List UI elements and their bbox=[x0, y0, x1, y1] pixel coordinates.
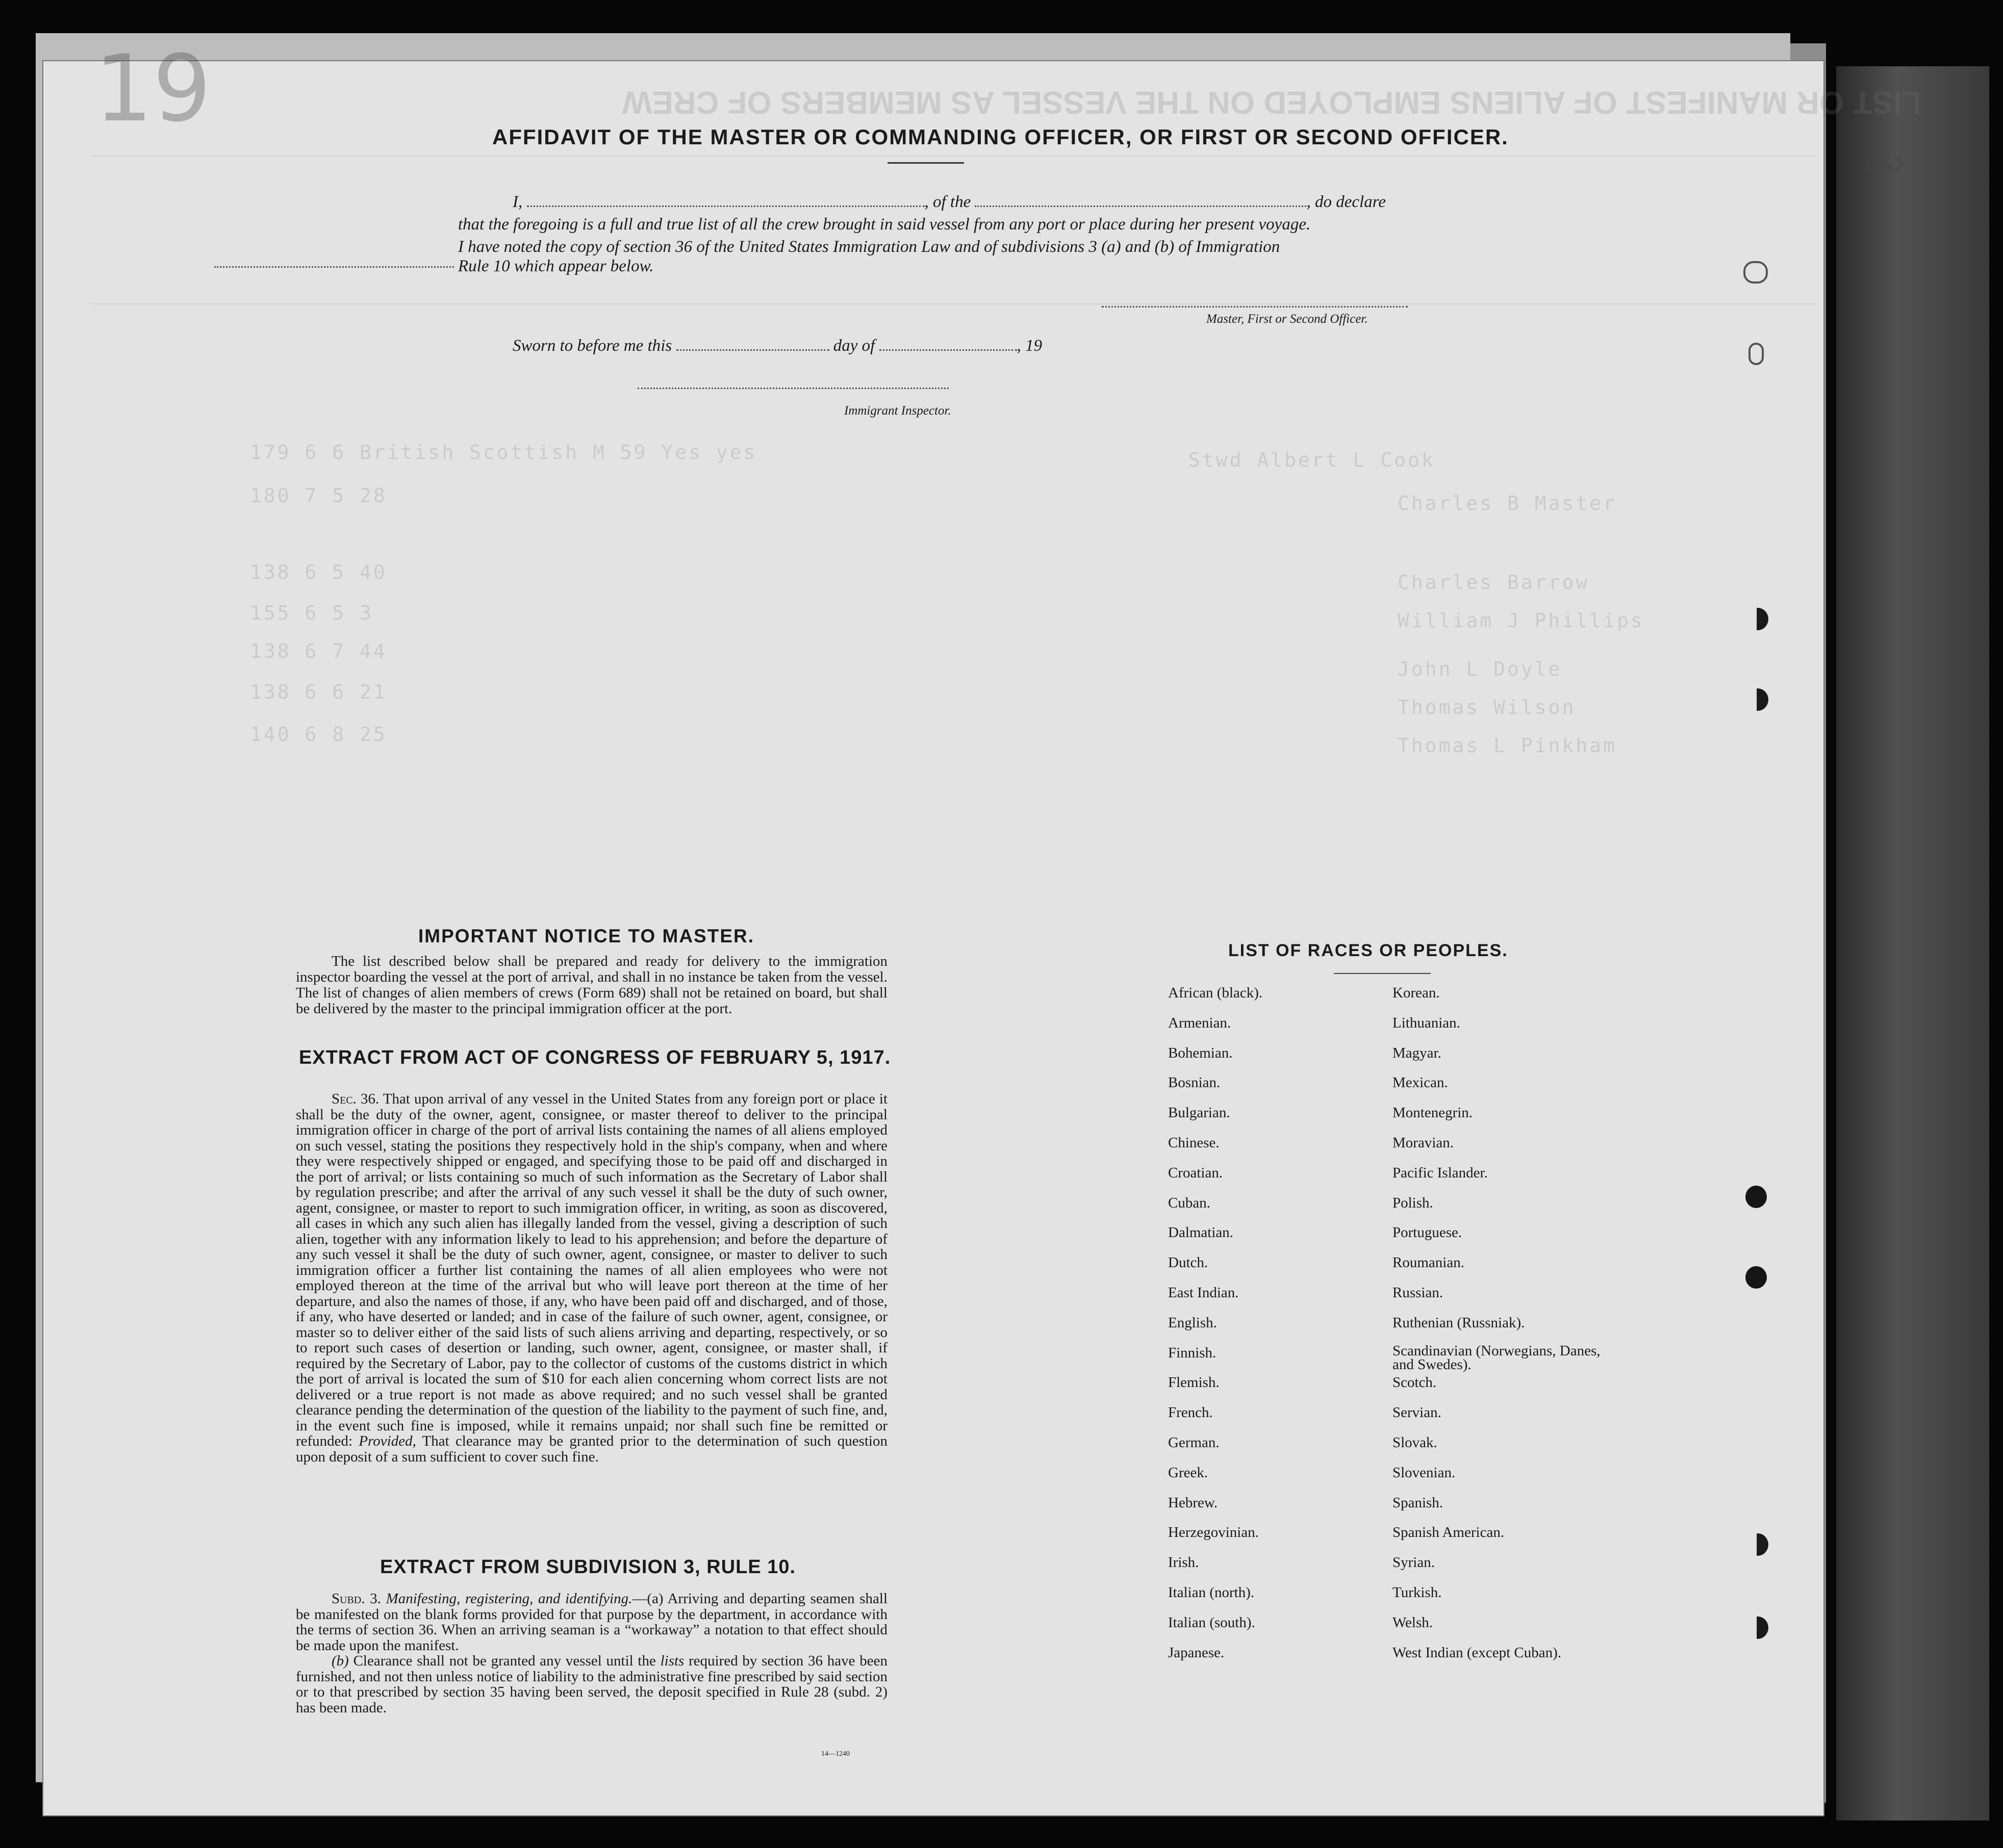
race-entry: Japanese. bbox=[1168, 1644, 1225, 1661]
affidavit-line-3: I have noted the copy of section 36 of the United States Immigration Law and of subdivisions 3 (a) and (b) of Immigration bbox=[458, 238, 1280, 256]
subd-b-label: (b) bbox=[332, 1653, 349, 1669]
race-entry: Hebrew. bbox=[1168, 1494, 1218, 1511]
race-entry: Irish. bbox=[1168, 1554, 1199, 1571]
bleed-through-row: Thomas L Pinkham bbox=[1398, 734, 1617, 757]
race-entry: Herzegovinian. bbox=[1168, 1524, 1259, 1541]
name-blank bbox=[527, 206, 925, 207]
races-column-1 bbox=[1168, 984, 1262, 1674]
bleed-through-row: Stwd Albert L Cook bbox=[1188, 449, 1435, 471]
binder-hole bbox=[1745, 1186, 1767, 1208]
race-entry: Dutch. bbox=[1168, 1254, 1208, 1271]
subdivision-3-text bbox=[296, 1591, 888, 1715]
subd-heading: Manifesting, registering, and identifying. bbox=[386, 1590, 632, 1607]
race-entry: Mexican. bbox=[1392, 1074, 1448, 1091]
bleed-through-row: 138 6 6 21 bbox=[250, 681, 387, 703]
race-entry: Turkish. bbox=[1392, 1584, 1442, 1601]
title-rule bbox=[888, 162, 964, 164]
race-entry: Italian (south). bbox=[1168, 1614, 1255, 1631]
pencil-mark: ∾ bbox=[1862, 130, 1909, 195]
bleed-through-row: 155 6 5 3 bbox=[250, 602, 373, 624]
race-entry: Servian. bbox=[1392, 1404, 1441, 1421]
race-entry: East Indian. bbox=[1168, 1284, 1239, 1301]
subd-para-a: —(a) Arriving and departing seamen shall be manifested on the blank forms provided for that purpose by the department, in accordance with the terms of section 36. When an arriving seaman is a “workaway” a notation to that effect should be made upon the manifest. bbox=[296, 1590, 888, 1654]
dotted-rule bbox=[214, 265, 454, 268]
bleed-through-row: 138 6 7 44 bbox=[250, 640, 387, 662]
rule-extract-title: EXTRACT FROM SUBDIVISION 3, RULE 10. bbox=[380, 1556, 796, 1578]
sworn-day-blank bbox=[676, 349, 829, 351]
race-entry: Scandinavian (Norwegians, Danes, and Swedes). bbox=[1392, 1342, 1601, 1373]
sworn-day: day of bbox=[833, 337, 875, 355]
bleed-through-row: William J Phillips bbox=[1398, 609, 1644, 632]
affidavit-of-the: , of the bbox=[924, 193, 971, 211]
affidavit-line-4: Rule 10 which appear below. bbox=[458, 257, 654, 275]
master-caption: Master, First or Second Officer. bbox=[1206, 312, 1368, 326]
race-entry: Ruthenian (Russniak). bbox=[1392, 1314, 1525, 1331]
section-36-body-end: That clearance may be granted prior to the determination of such question upon deposit of a sum sufficient to cover such fine. bbox=[296, 1433, 888, 1465]
sworn-month-blank bbox=[879, 349, 1017, 351]
subd-label: Subd. 3. bbox=[332, 1590, 381, 1607]
sworn-year: , 19 bbox=[1017, 337, 1043, 355]
section-label: Sec. 36. bbox=[332, 1091, 379, 1107]
inspector-caption: Immigrant Inspector. bbox=[844, 404, 951, 418]
race-entry: Montenegrin. bbox=[1392, 1105, 1473, 1121]
race-entry: Russian. bbox=[1392, 1284, 1443, 1301]
race-entry: Croatian. bbox=[1168, 1164, 1223, 1181]
races-title: LIST OF RACES OR PEOPLES. bbox=[1228, 941, 1508, 960]
race-entry: Flemish. bbox=[1168, 1374, 1220, 1391]
vessel-blank bbox=[975, 206, 1306, 207]
act-extract-title: EXTRACT FROM ACT OF CONGRESS OF FEBRUARY 5, 1917. bbox=[299, 1047, 891, 1068]
race-entry: French. bbox=[1168, 1404, 1213, 1421]
races-rule bbox=[1334, 973, 1431, 974]
notice-body: The list described below shall be prepared and ready for delivery to the immigration inspector boarding the vessel at the port of arrival, and shall in no instance be taken from the vessel. The list of changes of alien members of crews (Form 689) shall not be retained on board, but shall be delivered by the master to the principal immigration officer at the port. bbox=[296, 953, 888, 1017]
bleed-through-rule bbox=[92, 303, 1816, 304]
races-column-2 bbox=[1392, 984, 1607, 1674]
bleed-through-row: 140 6 8 25 bbox=[250, 723, 387, 746]
race-entry: Scotch. bbox=[1392, 1374, 1437, 1391]
race-entry: Korean. bbox=[1392, 985, 1440, 1001]
race-entry: Syrian. bbox=[1392, 1554, 1435, 1571]
race-entry: West Indian (except Cuban). bbox=[1392, 1644, 1562, 1661]
bleed-through-rule bbox=[92, 156, 1816, 157]
race-entry: Cuban. bbox=[1168, 1194, 1210, 1211]
binder-hole bbox=[1748, 343, 1764, 365]
race-entry: Greek. bbox=[1168, 1464, 1208, 1481]
race-entry: Bulgarian. bbox=[1168, 1105, 1230, 1121]
subd-para-b-lists: lists bbox=[660, 1653, 684, 1669]
race-entry: English. bbox=[1168, 1314, 1217, 1331]
affidavit-i: I, bbox=[513, 193, 523, 211]
subd-para-b-2: required by section 36 have been furnished, and not then unless notice of liability to the administrative fine prescribed by said section or to that prescribed by section 35 having been served, the deposit specified in Rule 28 (subd. 2) has been made. bbox=[296, 1653, 888, 1716]
race-entry: Italian (north). bbox=[1168, 1584, 1255, 1601]
race-entry: Welsh. bbox=[1392, 1614, 1433, 1631]
race-entry: Bohemian. bbox=[1168, 1044, 1233, 1061]
page-shadow bbox=[1836, 66, 1989, 1820]
bleed-through-row: 138 6 5 40 bbox=[250, 561, 387, 583]
binder-hole bbox=[1743, 261, 1768, 284]
inspector-signature-line bbox=[638, 387, 949, 389]
race-entry: Armenian. bbox=[1168, 1014, 1231, 1031]
bleed-through-row: John L Doyle bbox=[1398, 658, 1562, 680]
section-36-body: That upon arrival of any vessel in the United States from any foreign port or place it shall be the duty of the owner, agent, consignee, or master thereof to deliver to the principal immigration officer in charge of the port of arrival lists containing the names of all aliens employed on such vessel, stating the positions they respectively hold in the ship's company, when and where they were respectively shipped or engaged, and specifying those to be paid off and discharged in the port of arrival; or lists containing so much of such information as the Secretary of Labor shall by regulation prescribe; and after the arrival of any such vessel it shall be the duty of such owner, agent, consignee, or master to report to such immigration officer, in writing, as soon as discovered, all cases in which any such alien has illegally landed from the vessel, giving a description of such alien, together with any information likely to lead to his apprehension; and before the departure of any such vessel it shall be the duty of such owner, agent, consignee, or master to deliver to such immigration officer a further list containing the names of all alien employees who were not employed thereon at the time of the arrival but who will leave port thereon at the time of her departure, and also the names of those, if any, who have been paid off and discharged, and of those, if any, who have deserted or landed; and in case of the failure of such owner, agent, consignee, or master so to deliver either of the said lists of such aliens arriving and departing, respectively, or so to report such cases of desertion or landing, such owner, agent, consignee, or master shall, if required by the Secretary of Labor, pay to the collector of customs of the customs district in which the port of arrival is located the sum of $10 for each alien concerning whom correct lists are not delivered or a true report is not made as above required; and no such vessel shall be granted clearance pending the determination of the question of the liability to the payment of such fine, and, in the event such fine is imposed, while it remains unpaid; nor shall such fine be remitted or refunded: bbox=[296, 1091, 888, 1449]
race-entry: Lithuanian. bbox=[1392, 1014, 1460, 1031]
notice-title: IMPORTANT NOTICE TO MASTER. bbox=[418, 926, 755, 946]
race-entry: Slovenian. bbox=[1392, 1464, 1456, 1481]
sworn-line bbox=[513, 337, 1042, 355]
race-entry: Finnish. bbox=[1168, 1344, 1216, 1361]
bleed-through-row: Thomas Wilson bbox=[1398, 696, 1576, 718]
race-entry: African (black). bbox=[1168, 985, 1263, 1001]
bleed-through-row: 180 7 5 28 bbox=[250, 484, 387, 507]
affidavit-declare: , do declare bbox=[1306, 193, 1386, 211]
master-signature-line bbox=[1102, 305, 1408, 307]
affidavit-line-1 bbox=[513, 193, 1386, 212]
bleed-through-row: 179 6 6 British Scottish M 59 Yes yes bbox=[250, 441, 757, 464]
race-entry: Magyar. bbox=[1392, 1044, 1441, 1061]
race-entry: German. bbox=[1168, 1434, 1220, 1451]
race-entry: Chinese. bbox=[1168, 1134, 1220, 1151]
race-entry: Spanish American. bbox=[1392, 1524, 1505, 1541]
race-entry: Bosnian. bbox=[1168, 1074, 1221, 1091]
bleed-through-title: LIST OR MANIFEST OF ALIENS EMPLOYED ON THE VESSEL AS MEMBERS OF CREW bbox=[622, 85, 1921, 120]
subd-para-b-1: Clearance shall not be granted any vessel until the bbox=[353, 1653, 656, 1669]
race-entry: Slovak. bbox=[1392, 1434, 1437, 1451]
affidavit-line-2: that the foregoing is a full and true list of all the crew brought in said vessel from any port or place during her present voyage. bbox=[458, 215, 1311, 234]
provided-word: Provided, bbox=[359, 1433, 416, 1449]
affidavit-title: AFFIDAVIT OF THE MASTER OR COMMANDING OFFICER, OR FIRST OR SECOND OFFICER. bbox=[492, 125, 1509, 149]
section-36-text bbox=[296, 1091, 888, 1465]
race-entry: Pacific Islander. bbox=[1392, 1164, 1488, 1181]
race-entry: Dalmatian. bbox=[1168, 1224, 1234, 1241]
race-entry: Moravian. bbox=[1392, 1134, 1454, 1151]
bleed-through-row: Charles Barrow bbox=[1398, 571, 1590, 594]
race-entry: Portuguese. bbox=[1392, 1224, 1462, 1241]
binder-hole bbox=[1747, 1533, 1768, 1556]
race-entry: Spanish. bbox=[1392, 1494, 1443, 1511]
bleed-through-row: Charles B Master bbox=[1398, 492, 1617, 515]
form-number: 14—1240 bbox=[821, 1750, 850, 1758]
binder-hole bbox=[1747, 1616, 1768, 1639]
binder-hole bbox=[1745, 1266, 1767, 1289]
race-entry: Polish. bbox=[1392, 1194, 1433, 1211]
binder-hole bbox=[1747, 608, 1768, 630]
pencil-mark: 19 bbox=[94, 36, 212, 142]
sworn-prefix: Sworn to before me this bbox=[513, 337, 672, 355]
binder-hole bbox=[1747, 688, 1768, 711]
race-entry: Roumanian. bbox=[1392, 1254, 1464, 1271]
